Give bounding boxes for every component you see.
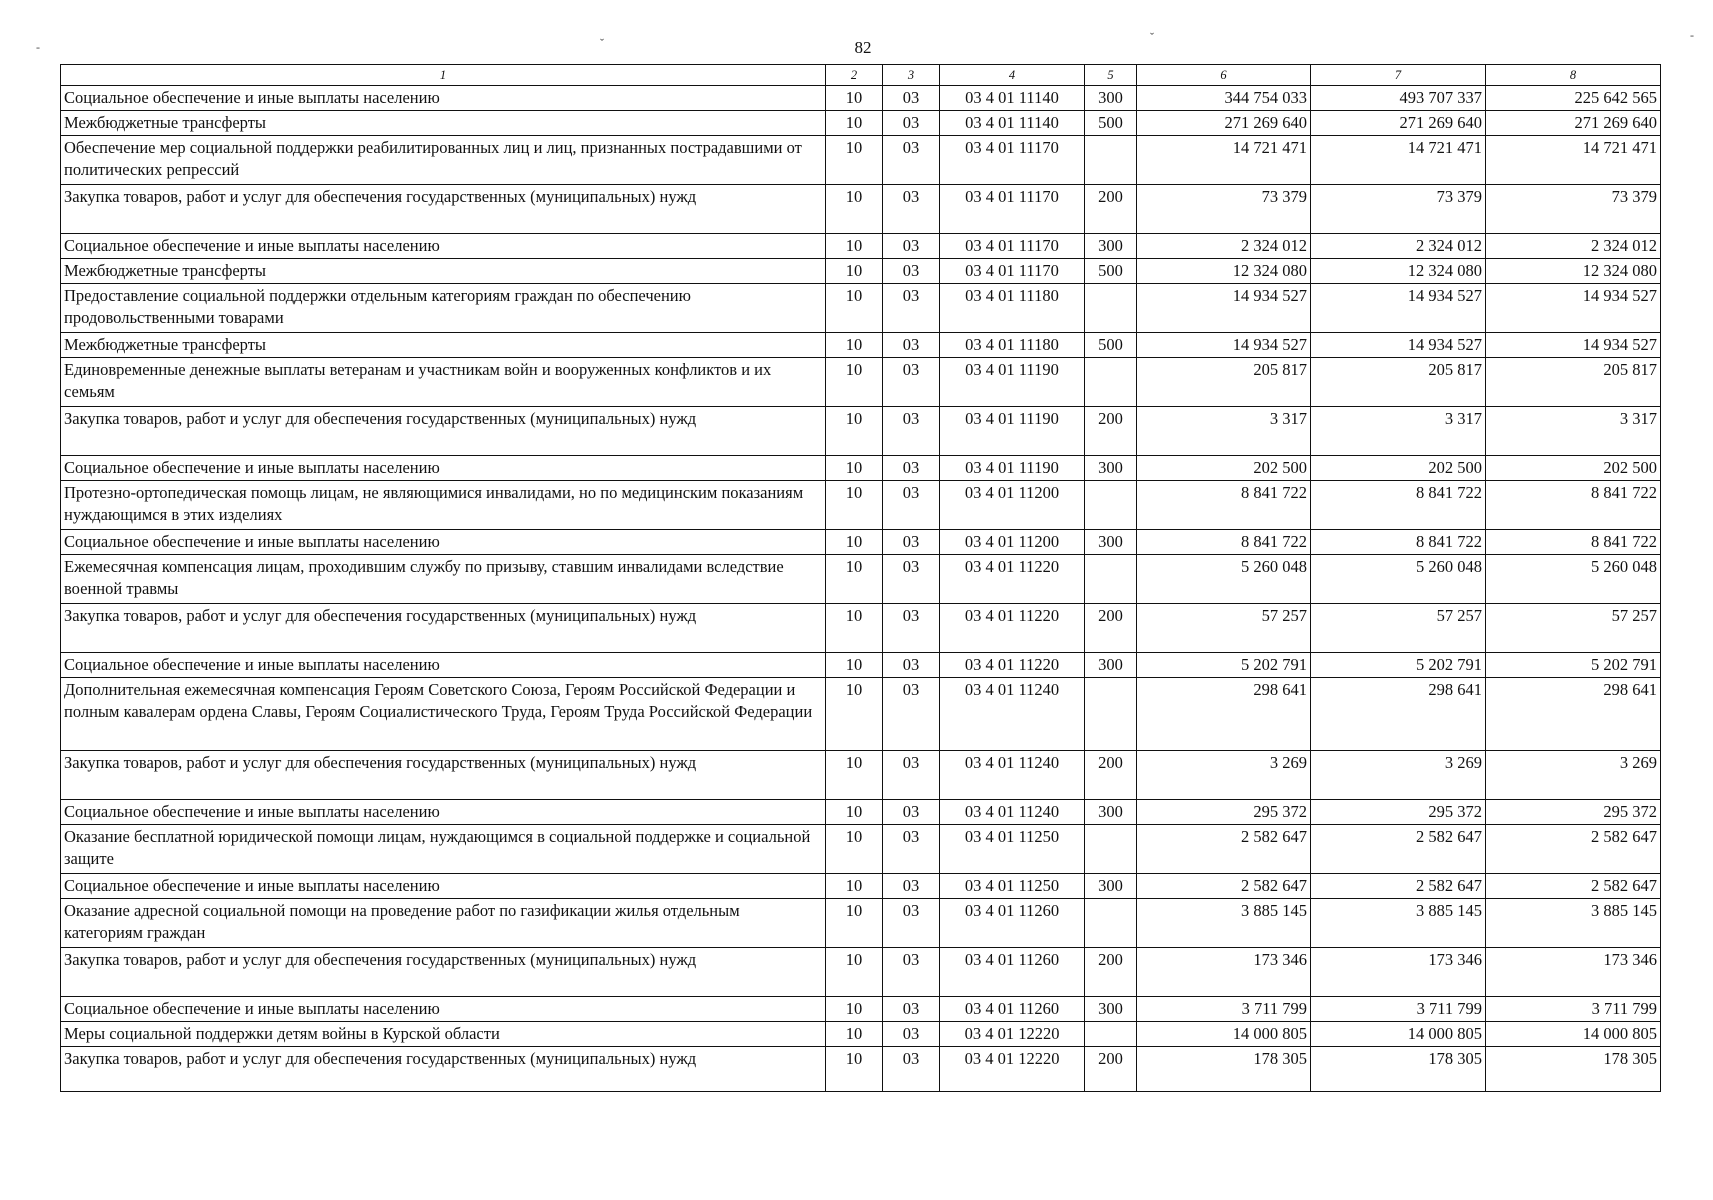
section-code: 10 xyxy=(826,604,883,653)
target-article-code: 03 4 01 11260 xyxy=(940,899,1085,948)
target-article-code: 03 4 01 11170 xyxy=(940,185,1085,234)
amount-col7: 178 305 xyxy=(1311,1047,1486,1092)
subsection-code: 03 xyxy=(883,874,940,899)
row-name: Ежемесячная компенсация лицам, проходившим службу по призыву, ставшим инвалидами вследствие военной травмы xyxy=(61,555,826,604)
expense-type-code: 300 xyxy=(1085,234,1137,259)
target-article-code: 03 4 01 11170 xyxy=(940,234,1085,259)
subsection-code: 03 xyxy=(883,456,940,481)
subsection-code: 03 xyxy=(883,136,940,185)
row-name: Социальное обеспечение и иные выплаты населению xyxy=(61,530,826,555)
column-number-header: 2 xyxy=(826,65,883,86)
table-row xyxy=(61,185,1661,234)
section-code: 10 xyxy=(826,530,883,555)
amount-col7: 493 707 337 xyxy=(1311,86,1486,111)
amount-col7: 14 000 805 xyxy=(1311,1022,1486,1047)
expense-type-code: 300 xyxy=(1085,997,1137,1022)
row-name: Социальное обеспечение и иные выплаты населению xyxy=(61,86,826,111)
section-code: 10 xyxy=(826,555,883,604)
subsection-code: 03 xyxy=(883,407,940,456)
expense-type-code: 200 xyxy=(1085,1047,1137,1092)
expense-type-code: 200 xyxy=(1085,948,1137,997)
scan-speck: ˇ xyxy=(1150,30,1154,44)
subsection-code: 03 xyxy=(883,1022,940,1047)
amount-col7: 5 202 791 xyxy=(1311,653,1486,678)
table-row xyxy=(61,825,1661,874)
target-article-code: 03 4 01 11140 xyxy=(940,111,1085,136)
row-name: Закупка товаров, работ и услуг для обеспечения государственных (муниципальных) нужд xyxy=(61,948,826,997)
expense-type-code xyxy=(1085,678,1137,751)
amount-col6: 5 202 791 xyxy=(1137,653,1311,678)
target-article-code: 03 4 01 11170 xyxy=(940,259,1085,284)
table-row xyxy=(61,874,1661,899)
amount-col6: 14 934 527 xyxy=(1137,284,1311,333)
subsection-code: 03 xyxy=(883,259,940,284)
amount-col6: 2 582 647 xyxy=(1137,874,1311,899)
expense-type-code: 300 xyxy=(1085,653,1137,678)
column-number-header: 4 xyxy=(940,65,1085,86)
table-row xyxy=(61,456,1661,481)
amount-col7: 8 841 722 xyxy=(1311,530,1486,555)
amount-col8: 12 324 080 xyxy=(1486,259,1661,284)
amount-col6: 271 269 640 xyxy=(1137,111,1311,136)
amount-col8: 3 885 145 xyxy=(1486,899,1661,948)
subsection-code: 03 xyxy=(883,825,940,874)
amount-col6: 14 000 805 xyxy=(1137,1022,1311,1047)
target-article-code: 03 4 01 11260 xyxy=(940,948,1085,997)
expense-type-code: 200 xyxy=(1085,604,1137,653)
amount-col6: 14 934 527 xyxy=(1137,333,1311,358)
subsection-code: 03 xyxy=(883,555,940,604)
amount-col6: 202 500 xyxy=(1137,456,1311,481)
section-code: 10 xyxy=(826,1022,883,1047)
amount-col7: 14 934 527 xyxy=(1311,284,1486,333)
table-row xyxy=(61,604,1661,653)
subsection-code: 03 xyxy=(883,604,940,653)
subsection-code: 03 xyxy=(883,111,940,136)
subsection-code: 03 xyxy=(883,333,940,358)
subsection-code: 03 xyxy=(883,800,940,825)
amount-col6: 5 260 048 xyxy=(1137,555,1311,604)
scan-speck: ‐ xyxy=(1690,28,1694,42)
section-code: 10 xyxy=(826,358,883,407)
row-name: Протезно-ортопедическая помощь лицам, не являющимися инвалидами, но по медицинским показаниям нуждающимся в этих изделиях xyxy=(61,481,826,530)
subsection-code: 03 xyxy=(883,678,940,751)
budget-table xyxy=(60,64,1661,1092)
column-number-header: 6 xyxy=(1137,65,1311,86)
amount-col8: 3 317 xyxy=(1486,407,1661,456)
target-article-code: 03 4 01 11260 xyxy=(940,997,1085,1022)
table-row xyxy=(61,1047,1661,1092)
amount-col8: 5 260 048 xyxy=(1486,555,1661,604)
column-number-header: 3 xyxy=(883,65,940,86)
table-row xyxy=(61,948,1661,997)
amount-col8: 2 582 647 xyxy=(1486,874,1661,899)
expense-type-code xyxy=(1085,481,1137,530)
row-name: Межбюджетные трансферты xyxy=(61,111,826,136)
amount-col8: 3 269 xyxy=(1486,751,1661,800)
amount-col7: 12 324 080 xyxy=(1311,259,1486,284)
row-name: Социальное обеспечение и иные выплаты населению xyxy=(61,234,826,259)
target-article-code: 03 4 01 11190 xyxy=(940,358,1085,407)
amount-col8: 225 642 565 xyxy=(1486,86,1661,111)
amount-col7: 3 317 xyxy=(1311,407,1486,456)
expense-type-code: 300 xyxy=(1085,86,1137,111)
table-body xyxy=(61,86,1661,1092)
row-name: Закупка товаров, работ и услуг для обеспечения государственных (муниципальных) нужд xyxy=(61,407,826,456)
amount-col6: 344 754 033 xyxy=(1137,86,1311,111)
amount-col7: 205 817 xyxy=(1311,358,1486,407)
table-row xyxy=(61,653,1661,678)
amount-col7: 14 721 471 xyxy=(1311,136,1486,185)
amount-col8: 8 841 722 xyxy=(1486,481,1661,530)
section-code: 10 xyxy=(826,407,883,456)
amount-col8: 5 202 791 xyxy=(1486,653,1661,678)
amount-col6: 8 841 722 xyxy=(1137,530,1311,555)
subsection-code: 03 xyxy=(883,653,940,678)
row-name: Обеспечение мер социальной поддержки реабилитированных лиц и лиц, признанных пострадавшими от политических репрессий xyxy=(61,136,826,185)
amount-col6: 8 841 722 xyxy=(1137,481,1311,530)
amount-col7: 3 885 145 xyxy=(1311,899,1486,948)
subsection-code: 03 xyxy=(883,997,940,1022)
scan-speck: ˇ xyxy=(600,36,604,50)
expense-type-code xyxy=(1085,284,1137,333)
target-article-code: 03 4 01 11180 xyxy=(940,284,1085,333)
target-article-code: 03 4 01 11200 xyxy=(940,530,1085,555)
amount-col7: 202 500 xyxy=(1311,456,1486,481)
amount-col7: 73 379 xyxy=(1311,185,1486,234)
column-number-header: 7 xyxy=(1311,65,1486,86)
amount-col6: 3 711 799 xyxy=(1137,997,1311,1022)
subsection-code: 03 xyxy=(883,899,940,948)
amount-col8: 173 346 xyxy=(1486,948,1661,997)
expense-type-code xyxy=(1085,136,1137,185)
target-article-code: 03 4 01 11240 xyxy=(940,751,1085,800)
row-name: Социальное обеспечение и иные выплаты населению xyxy=(61,874,826,899)
table-row xyxy=(61,678,1661,751)
amount-col6: 12 324 080 xyxy=(1137,259,1311,284)
row-name: Социальное обеспечение и иные выплаты населению xyxy=(61,653,826,678)
target-article-code: 03 4 01 11170 xyxy=(940,136,1085,185)
table-row xyxy=(61,530,1661,555)
subsection-code: 03 xyxy=(883,86,940,111)
amount-col6: 173 346 xyxy=(1137,948,1311,997)
expense-type-code xyxy=(1085,825,1137,874)
row-name: Социальное обеспечение и иные выплаты населению xyxy=(61,997,826,1022)
expense-type-code xyxy=(1085,899,1137,948)
section-code: 10 xyxy=(826,86,883,111)
table-row xyxy=(61,899,1661,948)
section-code: 10 xyxy=(826,259,883,284)
target-article-code: 03 4 01 12220 xyxy=(940,1022,1085,1047)
section-code: 10 xyxy=(826,234,883,259)
target-article-code: 03 4 01 11220 xyxy=(940,555,1085,604)
section-code: 10 xyxy=(826,899,883,948)
target-article-code: 03 4 01 11180 xyxy=(940,333,1085,358)
section-code: 10 xyxy=(826,111,883,136)
amount-col7: 3 269 xyxy=(1311,751,1486,800)
expense-type-code: 500 xyxy=(1085,333,1137,358)
row-name: Дополнительная ежемесячная компенсация Героям Советского Союза, Героям Российской Федерации и полным кавалерам ордена Славы, Героям Социалистического Труда, Героям Труда Российской Федерации xyxy=(61,678,826,751)
subsection-code: 03 xyxy=(883,234,940,259)
target-article-code: 03 4 01 11190 xyxy=(940,407,1085,456)
table-row xyxy=(61,234,1661,259)
amount-col8: 3 711 799 xyxy=(1486,997,1661,1022)
subsection-code: 03 xyxy=(883,185,940,234)
section-code: 10 xyxy=(826,456,883,481)
section-code: 10 xyxy=(826,333,883,358)
section-code: 10 xyxy=(826,284,883,333)
table-row xyxy=(61,800,1661,825)
amount-col8: 298 641 xyxy=(1486,678,1661,751)
amount-col7: 3 711 799 xyxy=(1311,997,1486,1022)
section-code: 10 xyxy=(826,800,883,825)
table-row xyxy=(61,358,1661,407)
target-article-code: 03 4 01 11220 xyxy=(940,653,1085,678)
table-row xyxy=(61,259,1661,284)
table-row xyxy=(61,284,1661,333)
row-name: Единовременные денежные выплаты ветеранам и участникам войн и вооруженных конфликтов и их семьям xyxy=(61,358,826,407)
target-article-code: 03 4 01 11220 xyxy=(940,604,1085,653)
table-row xyxy=(61,136,1661,185)
amount-col8: 295 372 xyxy=(1486,800,1661,825)
table-row xyxy=(61,481,1661,530)
amount-col6: 295 372 xyxy=(1137,800,1311,825)
amount-col8: 205 817 xyxy=(1486,358,1661,407)
amount-col8: 14 934 527 xyxy=(1486,284,1661,333)
amount-col6: 298 641 xyxy=(1137,678,1311,751)
section-code: 10 xyxy=(826,874,883,899)
row-name: Меры социальной поддержки детям войны в Курской области xyxy=(61,1022,826,1047)
amount-col7: 271 269 640 xyxy=(1311,111,1486,136)
amount-col8: 14 934 527 xyxy=(1486,333,1661,358)
amount-col6: 73 379 xyxy=(1137,185,1311,234)
amount-col7: 295 372 xyxy=(1311,800,1486,825)
row-name: Межбюджетные трансферты xyxy=(61,333,826,358)
subsection-code: 03 xyxy=(883,481,940,530)
expense-type-code: 200 xyxy=(1085,185,1137,234)
table-row xyxy=(61,333,1661,358)
row-name: Оказание адресной социальной помощи на проведение работ по газификации жилья отдельным категориям граждан xyxy=(61,899,826,948)
amount-col7: 2 582 647 xyxy=(1311,825,1486,874)
amount-col6: 3 317 xyxy=(1137,407,1311,456)
amount-col8: 2 324 012 xyxy=(1486,234,1661,259)
expense-type-code: 300 xyxy=(1085,456,1137,481)
amount-col8: 14 721 471 xyxy=(1486,136,1661,185)
expense-type-code: 200 xyxy=(1085,407,1137,456)
scan-speck: ‐ xyxy=(36,40,40,54)
row-name: Социальное обеспечение и иные выплаты населению xyxy=(61,800,826,825)
section-code: 10 xyxy=(826,678,883,751)
row-name: Межбюджетные трансферты xyxy=(61,259,826,284)
amount-col6: 2 582 647 xyxy=(1137,825,1311,874)
amount-col7: 8 841 722 xyxy=(1311,481,1486,530)
row-name: Оказание бесплатной юридической помощи лицам, нуждающимся в социальной поддержке и социальной защите xyxy=(61,825,826,874)
section-code: 10 xyxy=(826,997,883,1022)
column-number-header: 8 xyxy=(1486,65,1661,86)
target-article-code: 03 4 01 11200 xyxy=(940,481,1085,530)
amount-col8: 2 582 647 xyxy=(1486,825,1661,874)
section-code: 10 xyxy=(826,136,883,185)
section-code: 10 xyxy=(826,825,883,874)
target-article-code: 03 4 01 11190 xyxy=(940,456,1085,481)
amount-col8: 271 269 640 xyxy=(1486,111,1661,136)
expense-type-code xyxy=(1085,358,1137,407)
amount-col6: 178 305 xyxy=(1137,1047,1311,1092)
target-article-code: 03 4 01 12220 xyxy=(940,1047,1085,1092)
amount-col8: 73 379 xyxy=(1486,185,1661,234)
subsection-code: 03 xyxy=(883,358,940,407)
expense-type-code: 200 xyxy=(1085,751,1137,800)
subsection-code: 03 xyxy=(883,1047,940,1092)
table-row xyxy=(61,751,1661,800)
amount-col6: 3 885 145 xyxy=(1137,899,1311,948)
row-name: Закупка товаров, работ и услуг для обеспечения государственных (муниципальных) нужд xyxy=(61,185,826,234)
target-article-code: 03 4 01 11240 xyxy=(940,800,1085,825)
expense-type-code: 500 xyxy=(1085,259,1137,284)
amount-col6: 205 817 xyxy=(1137,358,1311,407)
amount-col7: 298 641 xyxy=(1311,678,1486,751)
expense-type-code: 300 xyxy=(1085,874,1137,899)
amount-col7: 2 582 647 xyxy=(1311,874,1486,899)
target-article-code: 03 4 01 11250 xyxy=(940,874,1085,899)
row-name: Закупка товаров, работ и услуг для обеспечения государственных (муниципальных) нужд xyxy=(61,1047,826,1092)
row-name: Закупка товаров, работ и услуг для обеспечения государственных (муниципальных) нужд xyxy=(61,751,826,800)
table-row xyxy=(61,111,1661,136)
subsection-code: 03 xyxy=(883,948,940,997)
section-code: 10 xyxy=(826,948,883,997)
amount-col8: 57 257 xyxy=(1486,604,1661,653)
table-row xyxy=(61,1022,1661,1047)
amount-col6: 57 257 xyxy=(1137,604,1311,653)
amount-col8: 178 305 xyxy=(1486,1047,1661,1092)
amount-col8: 14 000 805 xyxy=(1486,1022,1661,1047)
table-header xyxy=(61,65,1661,86)
row-name: Социальное обеспечение и иные выплаты населению xyxy=(61,456,826,481)
table-row xyxy=(61,86,1661,111)
amount-col7: 57 257 xyxy=(1311,604,1486,653)
amount-col6: 2 324 012 xyxy=(1137,234,1311,259)
amount-col6: 3 269 xyxy=(1137,751,1311,800)
amount-col7: 5 260 048 xyxy=(1311,555,1486,604)
expense-type-code xyxy=(1085,555,1137,604)
expense-type-code: 300 xyxy=(1085,800,1137,825)
target-article-code: 03 4 01 11140 xyxy=(940,86,1085,111)
amount-col8: 8 841 722 xyxy=(1486,530,1661,555)
amount-col8: 202 500 xyxy=(1486,456,1661,481)
row-name: Предоставление социальной поддержки отдельным категориям граждан по обеспечению продовольственными товарами xyxy=(61,284,826,333)
amount-col7: 2 324 012 xyxy=(1311,234,1486,259)
section-code: 10 xyxy=(826,653,883,678)
expense-type-code: 500 xyxy=(1085,111,1137,136)
section-code: 10 xyxy=(826,1047,883,1092)
section-code: 10 xyxy=(826,185,883,234)
table-row xyxy=(61,407,1661,456)
section-code: 10 xyxy=(826,751,883,800)
subsection-code: 03 xyxy=(883,751,940,800)
target-article-code: 03 4 01 11250 xyxy=(940,825,1085,874)
amount-col7: 14 934 527 xyxy=(1311,333,1486,358)
section-code: 10 xyxy=(826,481,883,530)
expense-type-code xyxy=(1085,1022,1137,1047)
column-number-header: 1 xyxy=(61,65,826,86)
table-row xyxy=(61,555,1661,604)
page-number: 82 xyxy=(854,38,872,57)
expense-type-code: 300 xyxy=(1085,530,1137,555)
subsection-code: 03 xyxy=(883,530,940,555)
amount-col7: 173 346 xyxy=(1311,948,1486,997)
subsection-code: 03 xyxy=(883,284,940,333)
amount-col6: 14 721 471 xyxy=(1137,136,1311,185)
target-article-code: 03 4 01 11240 xyxy=(940,678,1085,751)
table-row xyxy=(61,997,1661,1022)
row-name: Закупка товаров, работ и услуг для обеспечения государственных (муниципальных) нужд xyxy=(61,604,826,653)
column-number-header: 5 xyxy=(1085,65,1137,86)
